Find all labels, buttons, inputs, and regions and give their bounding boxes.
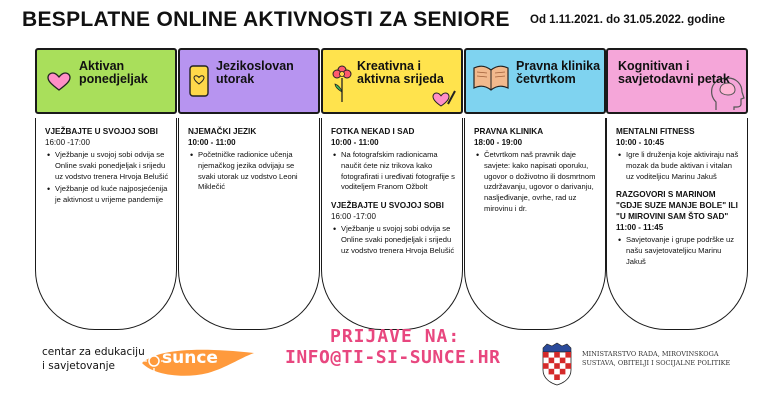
column-body bbox=[178, 118, 320, 330]
column-body bbox=[464, 118, 606, 330]
book-icon bbox=[472, 62, 510, 92]
item-list bbox=[331, 224, 456, 256]
item-list bbox=[331, 150, 456, 193]
org-line: i savjetovanje bbox=[42, 360, 115, 372]
date-range: Od 1.11.2021. do 31.05.2022. godine bbox=[530, 14, 725, 26]
list-item: • Vježbanje u svojoj sobi odvija se Online svaki ponedjeljak i srijedu uz vodstvo trenera Hrvoja Belušić bbox=[45, 150, 170, 182]
section-title: MENTALNI FITNESS bbox=[616, 127, 695, 136]
org-name bbox=[42, 345, 145, 373]
item-list bbox=[616, 150, 741, 182]
column-heading: Aktivan ponedjeljak bbox=[79, 59, 148, 86]
list-item: • Vježbanje od kuće najposjećenija je aktivnost u vrijeme pandemije bbox=[45, 184, 170, 206]
list-item: • Savjetovanje i grupe podrške uz našu savjetovateljicu Marinu Jakuš bbox=[616, 235, 741, 267]
column-heading: Jezikoslovan utorak bbox=[216, 59, 294, 86]
item-list bbox=[474, 150, 599, 215]
sunce-logo-text: sunce bbox=[162, 348, 218, 368]
column-heading: Kreativna i aktivna srijeda bbox=[357, 59, 444, 86]
item-list bbox=[188, 150, 313, 193]
item-list bbox=[616, 235, 741, 267]
column-body bbox=[321, 118, 463, 330]
section-title: VJEŽBAJTE U SVOJOJ SOBI bbox=[331, 201, 444, 211]
column-wednesday bbox=[321, 48, 463, 330]
session-time: 11:00 - 11:45 bbox=[616, 223, 664, 233]
heart-pencil-icon bbox=[431, 88, 457, 110]
column-body bbox=[606, 118, 748, 330]
column-header bbox=[35, 48, 177, 114]
column-header bbox=[464, 48, 606, 114]
column-tuesday bbox=[178, 48, 320, 330]
list-item: • Četvrtkom naš pravnik daje savjete: kako napisati oporuku, ugovor o doživotno ili dosmrtnom uzdržavanju, ugovor o darivanju, nasljeđivanje, ovrhe, rad uz mirovinu i dr. bbox=[474, 150, 599, 215]
column-heading: Kognitivan i savjetodavni petak bbox=[618, 59, 730, 86]
item-list bbox=[45, 150, 170, 206]
page-title: BESPLATNE ONLINE AKTIVNOSTI ZA SENIORE bbox=[22, 8, 510, 31]
session-time: 16:00 -17:00 bbox=[45, 138, 90, 147]
signup-email[interactable]: INFO@TI-SI-SUNCE.HR bbox=[285, 347, 501, 368]
org-line: centar za edukaciju bbox=[42, 346, 145, 358]
ministry-line: SUSTAVA, OBITELJI I SOCIJALNE POLITIKE bbox=[582, 359, 731, 367]
ministry-name bbox=[582, 350, 730, 368]
section-title: NJEMAČKI JEZIK bbox=[188, 127, 257, 136]
flower-icon bbox=[331, 64, 353, 104]
column-header bbox=[606, 48, 748, 114]
list-item: • Vježbanje u svojoj sobi odvija se Online svaki ponedjeljak i srijedu uz vodstvo trenera Hrvoja Belušić bbox=[331, 224, 456, 256]
heart-icon bbox=[47, 72, 71, 92]
column-friday bbox=[606, 48, 748, 330]
column-thursday bbox=[464, 48, 606, 330]
column-heading: Pravna klinika četvrtkom bbox=[516, 59, 601, 86]
section-title: RAZGOVORI S MARINOM "GDJE SUZE MANJE BOLE" ILI "U MIROVINI SAM ŠTO SAD" bbox=[616, 190, 738, 222]
column-body bbox=[35, 118, 177, 330]
list-item: • Početničke radionice učenja njemačkog jezika odvijaju se svaki utorak uz vodstvo Leoni Miklečić bbox=[188, 150, 313, 193]
session-time: 18:00 - 19:00 bbox=[474, 138, 523, 147]
session-time: 10:00 - 11:00 bbox=[331, 138, 379, 147]
signup-label: PRIJAVE NA: bbox=[330, 326, 461, 347]
column-header bbox=[321, 48, 463, 114]
phone-icon bbox=[188, 64, 210, 98]
session-time: 16:00 -17:00 bbox=[331, 212, 376, 222]
section-title: VJEŽBAJTE U SVOJOJ SOBI bbox=[45, 127, 158, 136]
session-time: 10:00 - 10:45 bbox=[616, 138, 665, 147]
ministry-line: MINISTARSTVO RADA, MIROVINSKOGA bbox=[582, 350, 719, 358]
coat-of-arms-icon bbox=[540, 342, 574, 386]
column-monday bbox=[35, 48, 177, 330]
list-item: • Igre li druženja koje aktiviraju naš mozak da bude aktivan i vitalan uz voditeljicu Marinu Jakuš bbox=[616, 150, 741, 182]
section-title: PRAVNA KLINIKA bbox=[474, 127, 544, 136]
list-item: • Na fotografskim radionicama naučit ćete niz trikova kako fotografirati i uređivati fotografije s voditeljem Franom Ožbolt bbox=[331, 150, 456, 193]
session-time: 10:00 - 11:00 bbox=[188, 138, 236, 147]
section-title: FOTKA NEKAD I SAD bbox=[331, 127, 415, 136]
column-header bbox=[178, 48, 320, 114]
